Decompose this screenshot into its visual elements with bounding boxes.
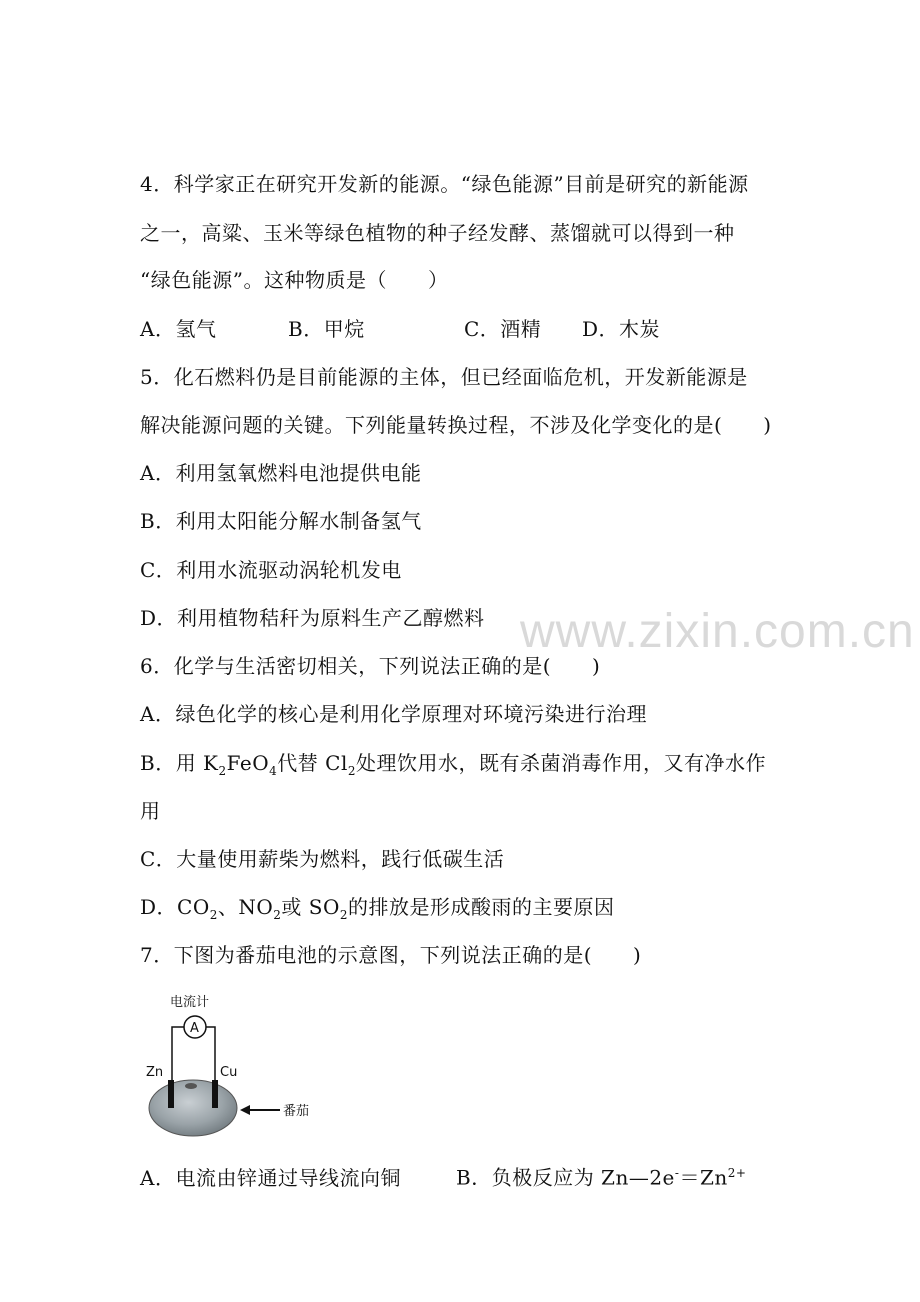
q6-option-c[interactable]: C．大量使用薪柴为燃料，践行低碳生活 [140,847,505,871]
q4-options [140,316,660,342]
q6-d-text: 或 SO [281,895,340,919]
zn-label: Zn [146,1065,164,1080]
q4-stem-line2: 之一，高粱、玉米等绿色植物的种子经发酵、蒸馏就可以得到一种 [140,221,735,245]
pointer-arrow-head [240,1105,250,1115]
q7-b-sup: 2+ [727,1166,747,1180]
q6-b-sub: 4 [269,764,278,778]
q7-stem: 7．下图为番茄电池的示意图，下列说法正确的是( ) [140,943,642,967]
q6-d-text: 的排放是形成酸雨的主要原因 [348,895,615,919]
q6-d-sub: 2 [273,908,282,922]
right-wire [206,1027,215,1082]
tomato-label: 番茄 [283,1104,310,1119]
q5-stem-line2: 解决能源问题的关键。下列能量转换过程，不涉及化学变化的是( ) [140,413,772,437]
q5-stem-line1: 5．化石燃料仍是目前能源的主体，但已经面临危机，开发新能源是 [140,365,748,389]
q4-option-b[interactable]: B．甲烷 [288,317,365,341]
q6-stem: 6．化学与生活密切相关，下列说法正确的是( ) [140,654,601,678]
q7-option-a[interactable]: A．电流由锌通过导线流向铜 [140,1165,401,1190]
q6-b-sub: 2 [347,764,356,778]
q6-option-b[interactable] [140,750,766,784]
watermark: www.zixin.com.cn [520,605,915,658]
q5-option-c[interactable]: C．利用水流驱动涡轮机发电 [140,558,402,582]
q4-option-a[interactable]: A．氢气 [140,317,217,341]
tomato-battery-diagram [140,986,340,1146]
q6-d-sub: 2 [339,908,349,922]
ammeter-symbol: A [190,1021,199,1036]
q7-option-b[interactable] [456,1160,746,1191]
q4-option-d[interactable]: D．木炭 [582,317,661,341]
q4-stem-line3: “绿色能源”。这种物质是（ ） [140,268,449,292]
q5-option-d[interactable]: D．利用植物秸秆为原料生产乙醇燃料 [140,606,485,630]
q6-b-text: FeO [226,751,270,775]
q6-d-text: 、NO [217,895,274,919]
zn-electrode [168,1080,174,1108]
q6-option-d[interactable] [140,894,615,928]
q5-option-a[interactable]: A．利用氢氧燃料电池提供电能 [140,461,422,485]
q6-d-sub: 2 [209,908,218,922]
tomato-stem-icon [185,1083,197,1089]
cu-electrode [212,1080,218,1108]
q4-option-c[interactable]: C．酒精 [464,317,542,341]
cu-label: Cu [220,1065,238,1080]
meter-label: 电流计 [170,995,210,1010]
q7-b-text: B．负极反应为 Zn—2e [456,1165,675,1190]
q6-b-sub: 2 [218,764,227,778]
q6-b-text: B．用 K [140,751,219,775]
q6-d-text: D．CO [140,895,210,919]
q6-option-b-continued: 用 [140,799,161,823]
q6-option-a[interactable]: A．绿色化学的核心是利用化学原理对环境污染进行治理 [140,702,647,726]
left-wire [172,1027,184,1082]
q6-b-text: 处理饮用水，既有杀菌消毒作用，又有净水作 [356,751,766,775]
q6-b-text: 代替 Cl [277,751,348,775]
q7-b-text: ＝Zn [679,1165,728,1190]
q5-option-b[interactable]: B．利用太阳能分解水制备氢气 [140,509,422,533]
q4-stem-line1: 4．科学家正在研究开发新的能源。“绿色能源”目前是研究的新能源 [140,172,749,196]
q7-b-sup: - [674,1166,680,1180]
q7-options [140,1160,746,1191]
